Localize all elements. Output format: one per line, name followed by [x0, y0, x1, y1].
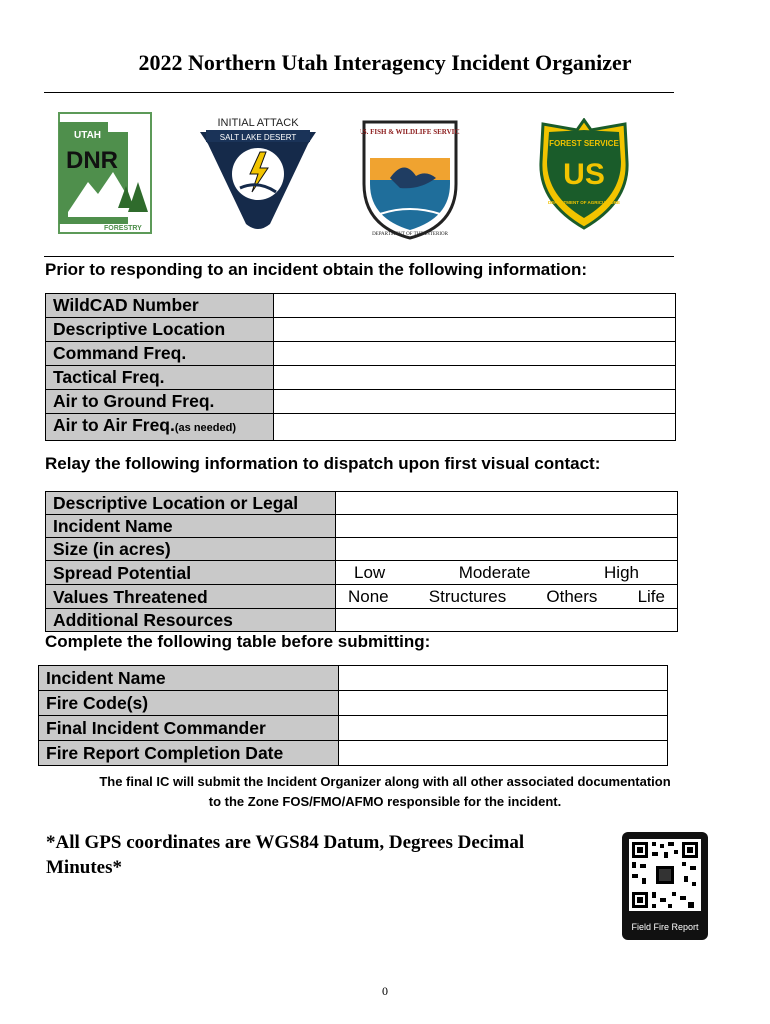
row-label: Incident Name: [46, 515, 336, 538]
table-row: [39, 716, 668, 741]
section1-table: [45, 293, 676, 441]
final-incident-name-field[interactable]: [339, 666, 668, 691]
utah-dnr-logo: [58, 112, 152, 234]
descriptive-location-field[interactable]: [274, 318, 676, 342]
table-row: [46, 342, 676, 366]
row-label: WildCAD Number: [46, 294, 274, 318]
section3-table: [38, 665, 668, 766]
section1-heading: Prior to responding to an incident obtain the following information:: [45, 260, 588, 279]
table-row: [46, 515, 678, 538]
dnr-logo-top-text: UTAH: [74, 130, 102, 141]
fish-wildlife-service-logo: [360, 118, 460, 240]
row-label: Descriptive Location or Legal: [46, 492, 336, 515]
command-freq-field[interactable]: [274, 342, 676, 366]
section2-heading: Relay the following information to dispatch upon first visual contact:: [45, 454, 601, 473]
row-label: Command Freq.: [46, 342, 274, 366]
page-number: 0: [382, 984, 388, 998]
row-label: Fire Code(s): [39, 691, 339, 716]
ia-logo-sub-text: SALT LAKE DESERT: [219, 133, 297, 142]
final-ic-field[interactable]: [339, 716, 668, 741]
dnr-logo-main-text: DNR: [66, 147, 118, 174]
values-threatened-options: [336, 585, 678, 609]
values-option-others[interactable]: Others: [546, 587, 598, 606]
air-to-air-label: Air to Air Freq.: [53, 415, 175, 435]
fs-logo-top-text: FOREST SERVICE: [549, 139, 619, 148]
dnr-logo-bottom-text: FORESTRY: [104, 225, 142, 232]
field-fire-report-qr[interactable]: [622, 832, 708, 940]
table-row: [46, 390, 676, 414]
table-row: [46, 366, 676, 390]
logos-divider: [44, 256, 674, 257]
values-option-none[interactable]: None: [348, 587, 389, 606]
title-divider: [44, 92, 674, 93]
fire-codes-field[interactable]: [339, 691, 668, 716]
forest-service-logo: [535, 118, 633, 230]
additional-resources-field[interactable]: [336, 609, 678, 632]
gps-line-1: *All GPS coordinates are WGS84 Datum, Degrees Decimal: [46, 832, 525, 853]
fws-logo-bottom-text: DEPARTMENT OF THE INTERIOR: [372, 232, 448, 237]
table-row: [46, 414, 676, 441]
row-label: Values Threatened: [46, 585, 336, 609]
as-needed-note: (as needed): [174, 422, 236, 434]
ia-logo-top-text: INITIAL ATTACK: [217, 117, 299, 129]
row-label: Spread Potential: [46, 561, 336, 585]
table-row: [46, 294, 676, 318]
qr-caption: Field Fire Report: [631, 922, 699, 932]
wildcad-number-field[interactable]: [274, 294, 676, 318]
spread-potential-options: [336, 561, 678, 585]
section3-heading: Complete the following table before submitting:: [45, 632, 431, 651]
section2-table: [45, 491, 678, 632]
values-option-structures[interactable]: Structures: [428, 587, 507, 606]
gps-line-2: Minutes*: [46, 857, 122, 878]
fire-report-date-field[interactable]: [339, 741, 668, 766]
spread-option-high[interactable]: High: [604, 563, 639, 582]
spread-option-moderate[interactable]: Moderate: [458, 563, 531, 582]
table-row: [39, 666, 668, 691]
air-to-ground-freq-field[interactable]: [274, 390, 676, 414]
row-label: Tactical Freq.: [46, 366, 274, 390]
table-row: [46, 492, 678, 515]
table-row: [46, 585, 678, 609]
table-row: [46, 609, 678, 632]
row-label: Air to Ground Freq.: [46, 390, 274, 414]
fs-logo-main-text: US: [563, 158, 605, 191]
page-title: 2022 Northern Utah Interagency Incident Organizer: [138, 50, 632, 75]
table-row: [39, 741, 668, 766]
row-label: Final Incident Commander: [39, 716, 339, 741]
table-row: [39, 691, 668, 716]
row-label: Fire Report Completion Date: [39, 741, 339, 766]
values-option-life[interactable]: Life: [637, 587, 665, 606]
size-acres-field[interactable]: [336, 538, 678, 561]
initial-attack-logo: [196, 116, 320, 232]
table-row: [46, 318, 676, 342]
gps-note: [46, 830, 524, 880]
fs-logo-bottom-text: DEPARTMENT OF AGRICULTURE: [548, 200, 620, 205]
row-label: Additional Resources: [46, 609, 336, 632]
row-label: Descriptive Location: [46, 318, 274, 342]
note-line-2: to the Zone FOS/FMO/AFMO responsible for the incident.: [208, 794, 562, 809]
tactical-freq-field[interactable]: [274, 366, 676, 390]
row-label: [46, 414, 274, 441]
incident-name-field[interactable]: [336, 515, 678, 538]
legal-location-field[interactable]: [336, 492, 678, 515]
row-label: Size (in acres): [46, 538, 336, 561]
table-row: [46, 561, 678, 585]
row-label: Incident Name: [39, 666, 339, 691]
fws-logo-top-text: U.S. FISH & WILDLIFE SERVICE: [360, 128, 460, 136]
table-row: [46, 538, 678, 561]
submission-note: [0, 772, 770, 812]
spread-option-low[interactable]: Low: [354, 563, 386, 582]
note-line-1: The final IC will submit the Incident Organizer along with all other associated documentation: [99, 774, 671, 789]
air-to-air-freq-field[interactable]: [274, 414, 676, 441]
